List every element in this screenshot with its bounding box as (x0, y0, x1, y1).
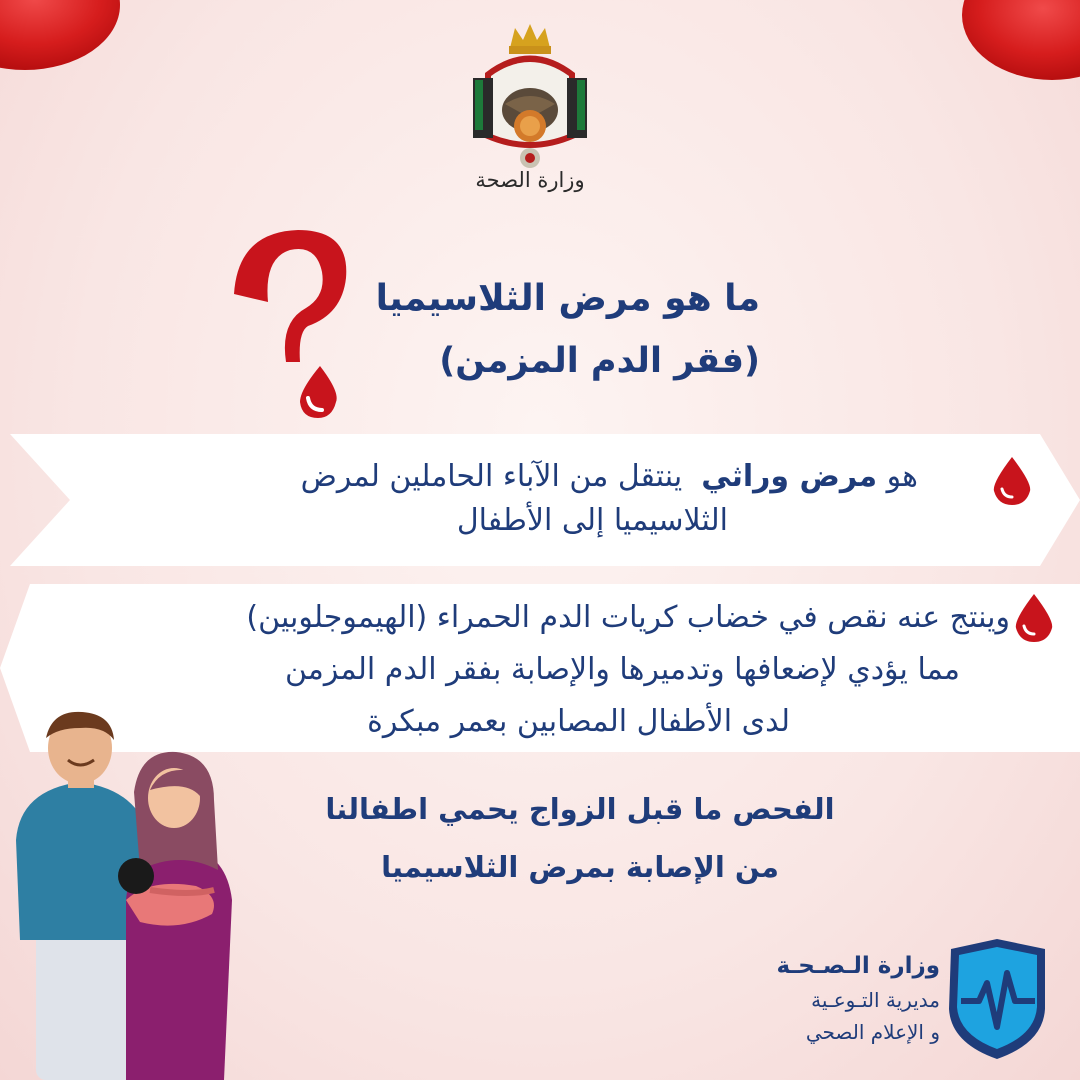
closing-line-2: من الإصابة بمرض الثلاسيميا (381, 850, 779, 884)
closing-message (320, 780, 840, 896)
page-title (360, 268, 760, 392)
red-blood-cell-left-decoration (0, 0, 120, 70)
ministry-footer-text (735, 948, 940, 1048)
footer-line-3: و الإعلام الصحي (805, 1020, 940, 1044)
red-blood-cell-right-decoration (962, 0, 1080, 80)
title-line-1: ما هو مرض الثلاسيميا (375, 278, 760, 319)
point2-line-3: لدى الأطفال المصابين بعمر مبكرة (367, 704, 790, 739)
point1-line-2: الثلاسيميا إلى الأطفال (456, 503, 728, 538)
blood-drop-bullet-icon (1012, 592, 1056, 644)
ministry-shield-logo-icon (945, 935, 1050, 1063)
title-line-2: (فقر الدم المزمن) (439, 341, 760, 381)
footer-line-1: وزارة الـصـحـة (776, 953, 940, 979)
family-illustration (0, 700, 320, 1080)
point1-rest: ينتقل من الآباء الحاملين لمرض (300, 459, 683, 494)
point1-prefix: هو (886, 459, 918, 494)
ministry-calligraphy: وزارة الصحة (475, 168, 585, 192)
point2-line-1: وينتج عنه نقص في خضاب كريات الدم الحمراء (الهيموجلوبين) (246, 600, 1010, 635)
point2-line-2: مما يؤدي لإضعافها وتدميرها والإصابة بفقر الدم المزمن (284, 652, 960, 687)
closing-line-1: الفحص ما قبل الزواج يحمي اطفالنا (325, 792, 835, 826)
blood-drop-bullet-icon (990, 455, 1034, 507)
coat-of-arms-emblem (465, 18, 595, 178)
hereditary-disease-paragraph (168, 455, 918, 543)
footer-line-2: مديرية التـوعـية (811, 988, 940, 1012)
point1-bold: مرض وراثي (701, 459, 878, 494)
question-mark-icon (228, 222, 356, 422)
